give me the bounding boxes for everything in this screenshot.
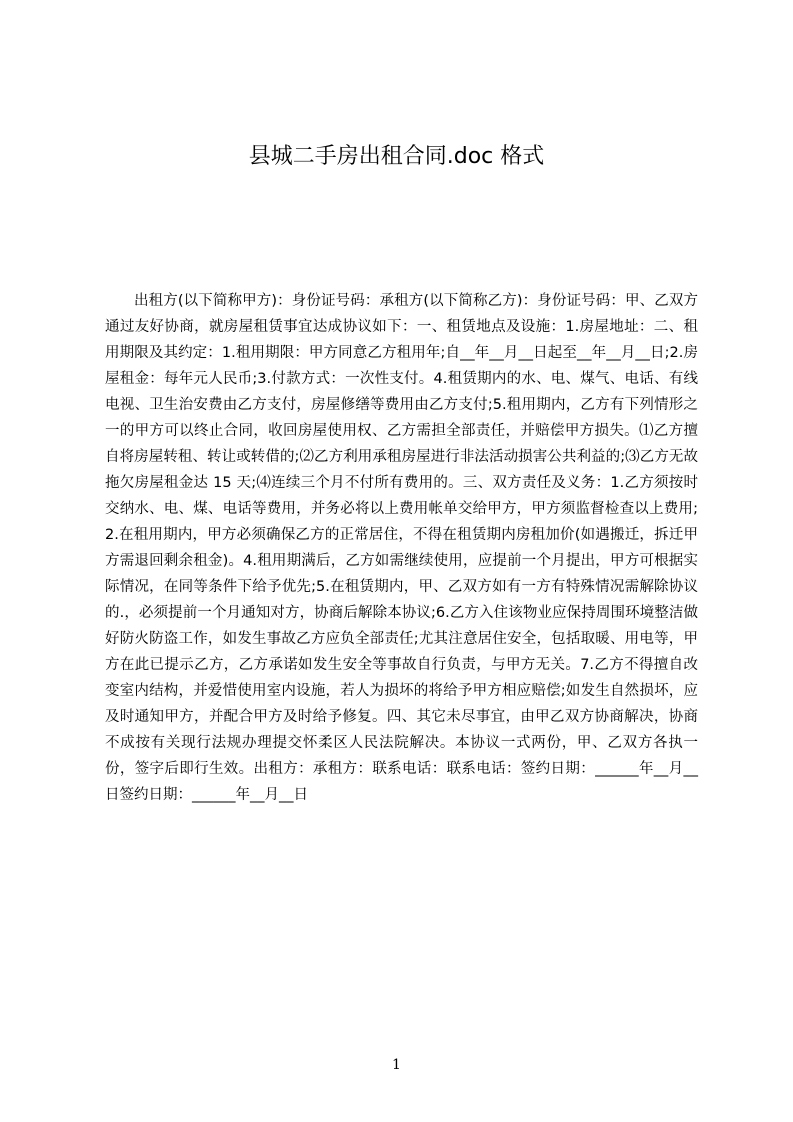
page-number: 1 xyxy=(392,1057,401,1073)
document-title: 县城二手房出租合同.doc 格式 xyxy=(248,144,545,169)
contract-body-text: 出租方(以下简称甲方)：身份证号码：承租方(以下简称乙方)：身份证号码：甲、乙双方通过友好协商，就房屋租赁事宜达成协议如下：一、租赁地点及设施：1.房屋地址：二、租用期限及其约定：1.租用期限：甲方同意乙方租用年;自__年__月__日起至__年__月__日;2.房屋租金：每年元人民币;3.付款方式：一次性支付。4.租赁期内的水、电、煤气、电话、有线电视、卫生治安费由乙方支付，房屋修缮等费用由乙方支付;5.租用期内，乙方有下列情形之一的甲方可以终止合同，收回房屋使用权、乙方需担全部责任，并赔偿甲方损失。⑴乙方擅自将房屋转租、转让或转借的;⑵乙方利用承租房屋进行非法活动损害公共利益的;⑶乙方无故拖欠房屋租金达 15 天;⑷连续三个月不付所有费用的。三、双方责任及义务：1.乙方须按时交纳水、电、煤、电话等费用，并务必将以上费用帐单交给甲方，甲方须监督检查以上费用;2.在租用期内，甲方必须确保乙方的正常居住，不得在租赁期内房租加价(如遇搬迁，拆迁甲方需退回剩余租金)。4.租用期满后，乙方如需继续使用，应提前一个月提出，甲方可根据实际情况，在同等条件下给予优先;5.在租赁期内，甲、乙双方如有一方有特殊情况需解除协议的.，必须提前一个月通知对方，协商后解除本协议;6.乙方入住该物业应保持周围环境整洁做好防火防盗工作，如发生事故乙方应负全部责任;尤其注意居住安全，包括取暖、用电等，甲方在此已提示乙方，乙方承诺如发生安全等事故自行负责，与甲方无关。7.乙方不得擅自改变室内结构，并爱惜使用室内设施，若人为损坏的将给予甲方相应赔偿;如发生自然损坏，应及时通知甲方，并配合甲方及时给予修复。四、其它未尽事宜，由甲乙双方协商解决，协商不成按有关现行法规办理提交怀柔区人民法院解决。本协议一式两份，甲、乙双方各执一份，签字后即行生效。出租方：承租方：联系电话：联系电话：签约日期：______年__月__日签约日期：______年__月__日 xyxy=(105,293,698,803)
